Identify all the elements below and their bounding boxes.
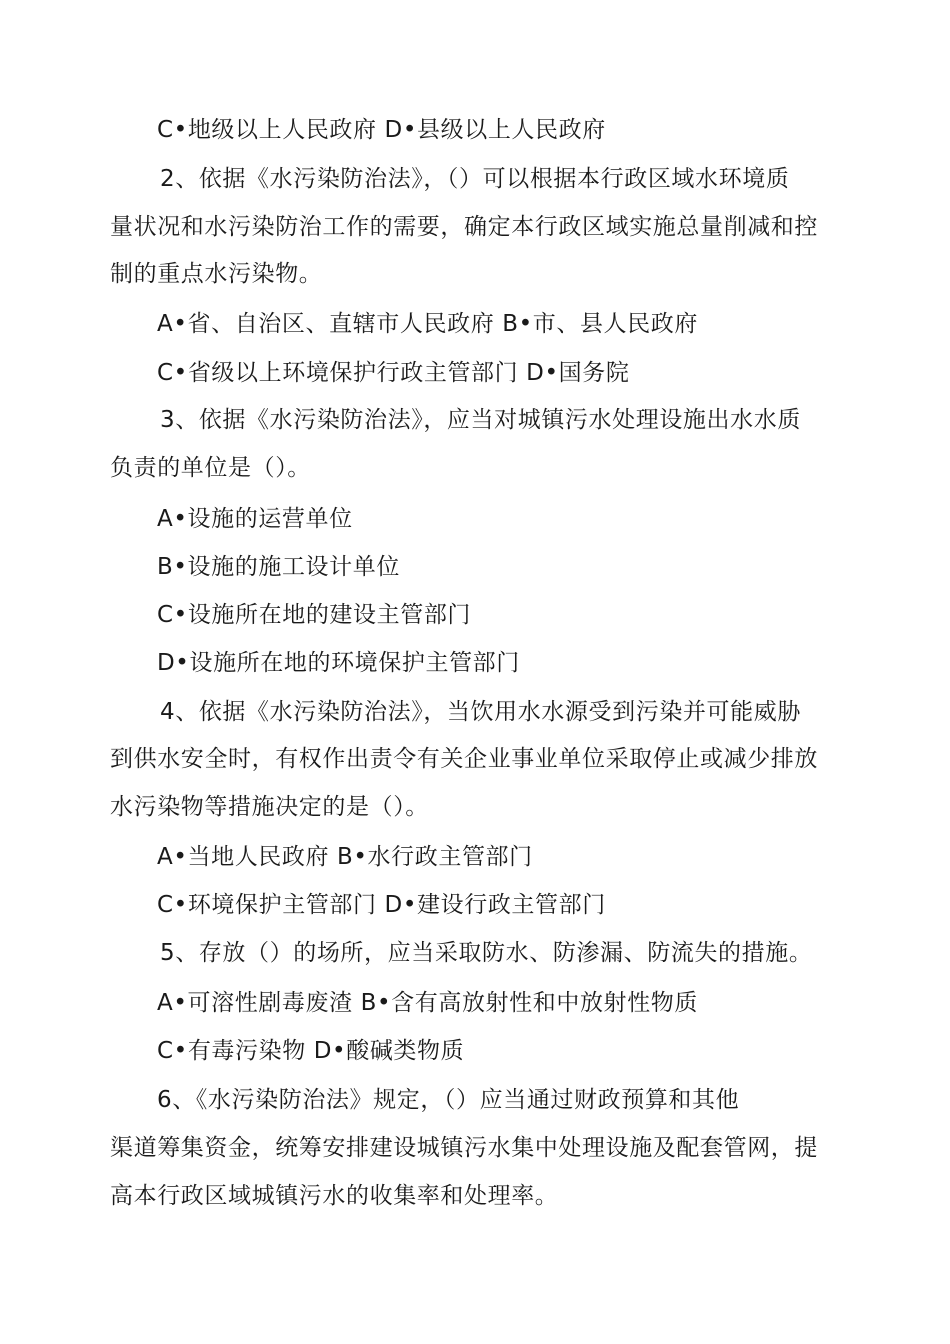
q2-options-cd: C•省级以上环境保护行政主管部门 D•国务院 bbox=[157, 360, 630, 386]
q5-text-line-1: 5、存放（）的场所，应当采取防水、防渗漏、防流失的措施。 bbox=[160, 940, 813, 966]
q2-text-line-3: 制的重点水污染物。 bbox=[110, 261, 323, 287]
q6-text-line-2: 渠道筹集资金，统筹安排建设城镇污水集中处理设施及配套管网，提 bbox=[110, 1135, 818, 1161]
q5-options-ab: A•可溶性剧毒废渣 B•含有高放射性和中放射性物质 bbox=[157, 990, 698, 1016]
q3-option-b: B•设施的施工设计单位 bbox=[157, 554, 400, 580]
q5-options-cd: C•有毒污染物 D•酸碱类物质 bbox=[157, 1038, 465, 1064]
q2-text-line-1: 2、依据《水污染防治法》，（）可以根据本行政区域水环境质 bbox=[160, 166, 790, 192]
q4-text-line-2: 到供水安全时，有权作出责令有关企业事业单位采取停止或减少排放 bbox=[110, 746, 818, 772]
q2-options-ab: A•省、自治区、直辖市人民政府 B•市、县人民政府 bbox=[157, 311, 698, 337]
q3-option-d: D•设施所在地的环境保护主管部门 bbox=[157, 650, 520, 676]
q6-text-line-1: 6、《水污染防治法》规定，（）应当通过财政预算和其他 bbox=[157, 1087, 740, 1113]
q6-text-line-3: 高本行政区域城镇污水的收集率和处理率。 bbox=[110, 1183, 559, 1209]
q3-text-line-2: 负责的单位是（）。 bbox=[110, 455, 311, 481]
q3-option-a: A•设施的运营单位 bbox=[157, 506, 353, 532]
q1-options-cd: C•地级以上人民政府 D•县级以上人民政府 bbox=[157, 117, 606, 143]
q2-text-line-2: 量状况和水污染防治工作的需要，确定本行政区域实施总量削减和控 bbox=[110, 214, 818, 240]
q4-text-line-3: 水污染物等措施决定的是（）。 bbox=[110, 794, 429, 820]
q3-option-c: C•设施所在地的建设主管部门 bbox=[157, 602, 472, 628]
q4-text-line-1: 4、依据《水污染防治法》，当饮用水水源受到污染并可能威胁 bbox=[160, 699, 801, 725]
q3-text-line-1: 3、依据《水污染防治法》，应当对城镇污水处理设施出水水质 bbox=[160, 407, 801, 433]
q4-options-cd: C•环境保护主管部门 D•建设行政主管部门 bbox=[157, 892, 606, 918]
q4-options-ab: A•当地人民政府 B•水行政主管部门 bbox=[157, 844, 533, 870]
